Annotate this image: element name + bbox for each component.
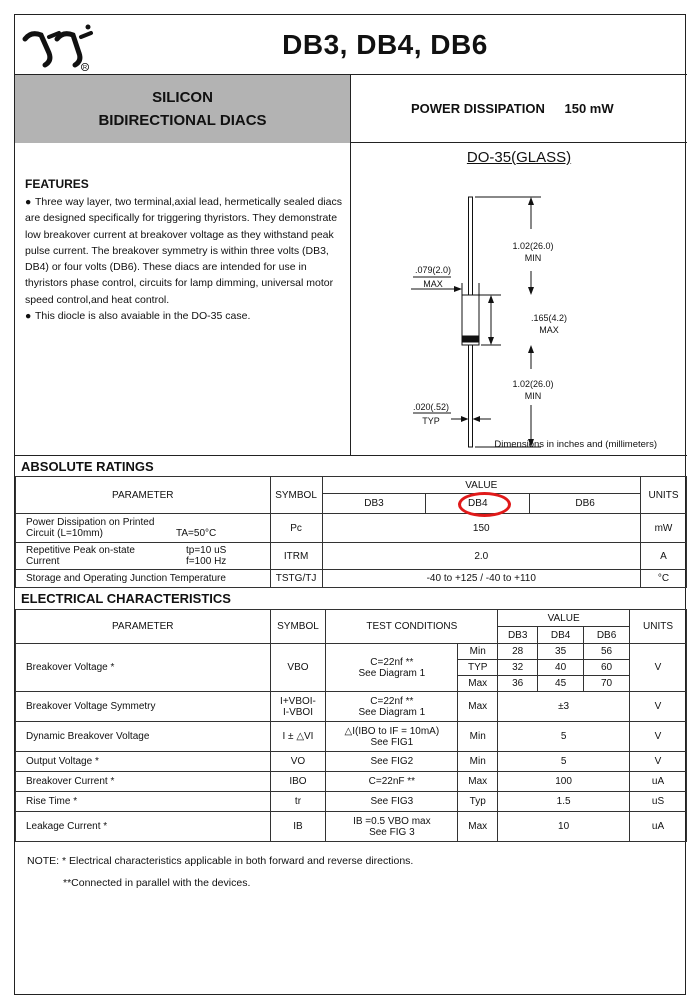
header — [15, 15, 687, 75]
abs-header-db6: DB6 — [530, 494, 641, 514]
svg-text:MIN: MIN — [524, 391, 542, 401]
abs-header-db4: DB4 — [426, 494, 530, 514]
do35-outline-drawing — [351, 143, 687, 456]
banner-row — [15, 75, 687, 143]
power-dissipation — [351, 75, 687, 143]
datasheet-page — [14, 14, 686, 995]
features-heading: FEATURES — [25, 177, 89, 191]
abs-header-symbol: SYMBOL — [270, 477, 322, 514]
abs-header-units: UNITS — [640, 477, 686, 514]
features-package-row — [15, 143, 687, 456]
note-line-1: NOTE: * Electrical characteristics applicable in both forward and reverse directions. — [27, 855, 414, 867]
highlight-circle — [458, 492, 511, 517]
feature-bullet: ● Three way layer, two terminal,axial lead, hermetically sealed diacs are designed specifically for triggering thyristors. They demonstrate low breakover current at breakover voltage as they withstand peak pulse current. The breakover symmetry is within three volts (DB3, DB4) or four volts (DB6). These diacs are intended for use in thyristors phase control, circuits for lamp dimming, universal motor speed control,and heat control. — [25, 196, 342, 306]
svg-text:MAX: MAX — [539, 325, 559, 335]
table-row: Power Dissipation on Printed Circuit (L=10mm) TA=50°C — [16, 514, 271, 543]
svg-text:.165(4.2): .165(4.2) — [530, 313, 568, 323]
abs-header-db3: DB3 — [322, 494, 426, 514]
electrical-characteristics-table: PARAMETER SYMBOL TEST CONDITIONS VALUE UNITS DB3 DB4 DB6 Breakover Voltage * VBO C=22nf ** See Diagram 1 Min 28 35 56 V TYP 32 40 60 Max 36 45 70 Breakover Voltage Symmetry I+VBOI- I-VBOI C=22nf ** See Diagram 1 Max ±3 V Dynamic Breakover Voltage I ± △VI △I(IBO to IF = 10mA) See FIG1 Min 5 V Output Voltage * VO See FIG2 Min 5 V Breakover Current * IBO C=22nF ** Max 100 uA Rise Time * tr See FIG3 Typ 1.5 uS Leakage Current * IB IB =0.5 VBO max See FIG 3 Max 10 uA — [15, 609, 687, 842]
svg-text:TYP: TYP — [422, 416, 440, 426]
device-type-line1: SILICON — [152, 89, 213, 106]
package-title: DO-35(GLASS) — [466, 149, 572, 166]
svg-text:MIN: MIN — [524, 253, 542, 263]
svg-text:1.02(26.0): 1.02(26.0) — [512, 379, 554, 389]
dimensions-note: Dimensions in inches and (millimeters) — [494, 439, 657, 450]
features-section — [15, 143, 351, 456]
package-drawing — [351, 143, 687, 456]
bullet-icon: ● — [25, 196, 32, 208]
absolute-ratings-title: ABSOLUTE RATINGS — [21, 459, 154, 474]
svg-text:.020(.52): .020(.52) — [412, 402, 450, 412]
abs-header-value: VALUE — [322, 477, 640, 494]
device-type-line2: BIDIRECTIONAL DIACS — [98, 112, 267, 129]
svg-text:R: R — [83, 65, 87, 71]
absolute-ratings-table: PARAMETER SYMBOL VALUE UNITS DB3 DB4 DB6 Power Dissipation on Printed Circuit (L=10mm) TA=50°C Pc 150 mW Repetitive Peak on-state Current tp=10 uS f=100 Hz ITRM 2.0 A Storage and Operating Junction Temperature TSTG/TJ -40 to +125 / -40 to +110 °C — [15, 476, 687, 588]
brand-logo — [19, 19, 99, 71]
table-row: Repetitive Peak on-state Current tp=10 uS f=100 Hz — [16, 543, 271, 570]
device-type-banner — [15, 75, 351, 143]
feature-bullet: ● This diocle is also avaiable in the DO-35 case. — [25, 308, 342, 324]
power-label: POWER DISSIPATION — [411, 101, 545, 116]
svg-text:1.02(26.0): 1.02(26.0) — [512, 241, 554, 251]
svg-text:MAX: MAX — [423, 279, 443, 289]
electrical-characteristics-title: ELECTRICAL CHARACTERISTICS — [21, 591, 231, 606]
document-title: DB3, DB4, DB6 — [282, 29, 488, 60]
power-value: 150 mW — [564, 101, 614, 116]
note-line-2: **Connected in parallel with the devices. — [63, 877, 251, 889]
bullet-icon: ● — [25, 310, 32, 323]
abs-header-parameter: PARAMETER — [16, 477, 271, 514]
svg-text:.079(2.0): .079(2.0) — [414, 265, 452, 275]
